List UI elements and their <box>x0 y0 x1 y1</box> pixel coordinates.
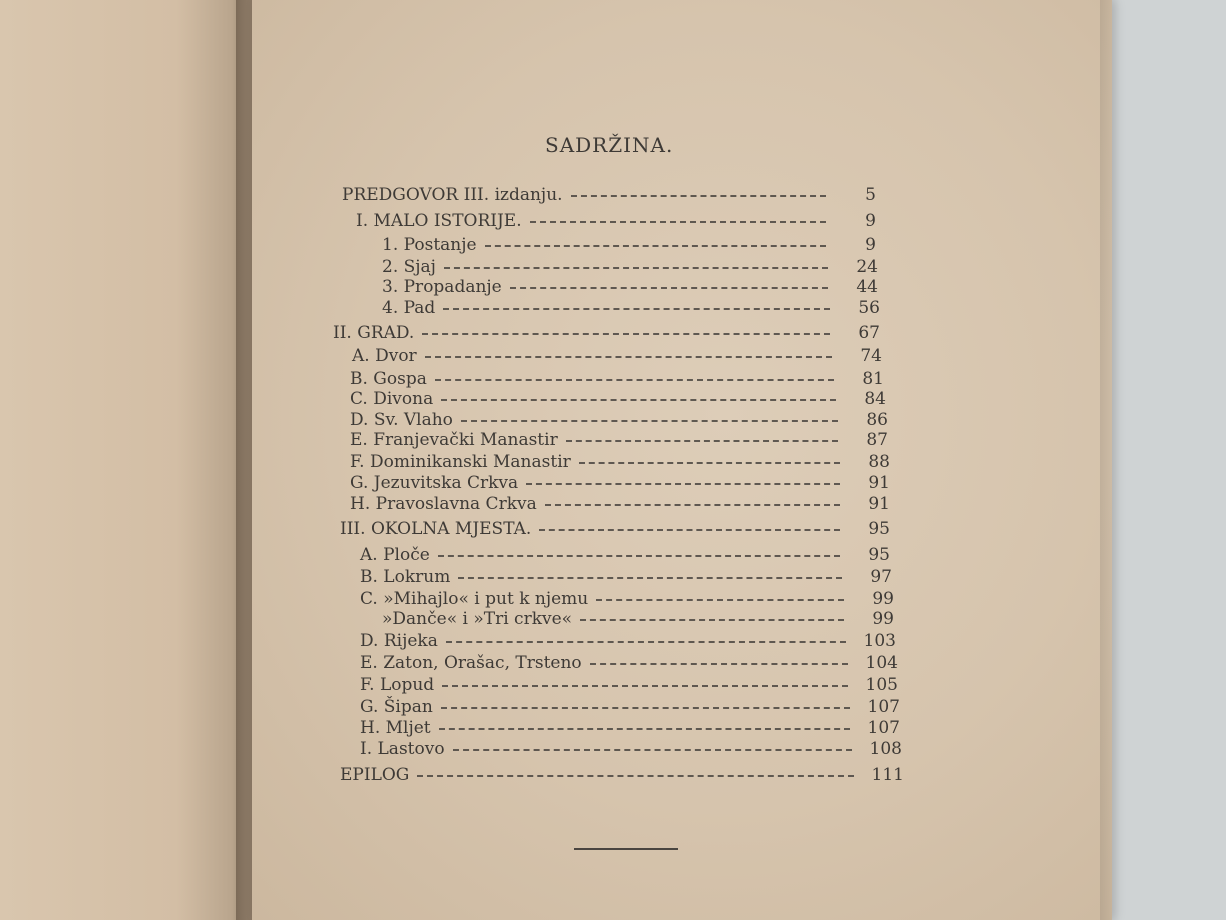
toc-row-pravoslavna <box>350 493 890 515</box>
toc-page-number: 111 <box>871 765 904 785</box>
toc-entry-text: H. Mljet <box>360 718 431 738</box>
toc-entry-text: D. Sv. Vlaho <box>350 410 453 430</box>
toc-entry-text: A. Dvor <box>352 346 417 366</box>
toc-row-ploce <box>360 544 890 566</box>
toc-page-number: 99 <box>872 609 894 629</box>
toc-page-number: 44 <box>856 277 878 297</box>
toc-row-sipan <box>360 696 900 718</box>
toc-entry-text: 1. Postanje <box>382 235 477 255</box>
toc-entry-text: F. Dominikanski Manastir <box>350 452 571 472</box>
toc-leader <box>417 775 854 777</box>
toc-row-lokrum <box>360 566 892 588</box>
toc-page-number: 108 <box>869 739 902 759</box>
toc-entry-text: B. Gospa <box>350 369 427 389</box>
toc-page-number: 91 <box>868 494 890 514</box>
toc-leader <box>439 728 850 730</box>
toc-entry-text: »Danče« i »Tri crkve« <box>382 609 573 629</box>
toc-page-number: 87 <box>866 430 888 450</box>
toc-leader <box>422 333 830 335</box>
toc-entry-text: I. MALO ISTORIJE. <box>356 211 522 231</box>
toc-leader <box>571 195 826 197</box>
toc-row-divona <box>350 388 886 410</box>
toc-row-okolna-mjesta <box>340 518 890 540</box>
toc-leader <box>580 619 844 621</box>
toc-leader <box>438 555 840 557</box>
toc-row-lastovo <box>360 738 902 760</box>
toc-leader <box>425 356 832 358</box>
toc-leader <box>545 504 840 506</box>
toc-page-number: 99 <box>872 589 894 609</box>
toc-row-lopud <box>360 674 898 696</box>
toc-page-number: 74 <box>860 346 882 366</box>
toc-page-number: 88 <box>868 452 890 472</box>
toc-row-propadanje <box>382 276 878 298</box>
toc-entry-text: G. Jezuvitska Crkva <box>350 473 519 493</box>
toc-row-rijeka <box>360 630 896 652</box>
toc-row-epilog <box>340 764 904 786</box>
toc-leader <box>539 529 840 531</box>
toc-row-predgovor <box>342 184 876 206</box>
toc-leader <box>458 577 842 579</box>
toc-row-grad <box>333 322 880 344</box>
toc-page-number: 91 <box>868 473 890 493</box>
toc-page-number: 95 <box>868 545 890 565</box>
toc-page-number: 84 <box>864 389 886 409</box>
toc-page-number: 67 <box>858 323 880 343</box>
toc-page-number: 56 <box>858 298 880 318</box>
toc-row-postanje <box>382 234 876 256</box>
toc-entry-text: 3. Propadanje <box>382 277 502 297</box>
toc-page-number: 5 <box>865 185 876 205</box>
toc-row-pad <box>382 297 880 319</box>
toc-entry-text: III. OKOLNA MJESTA. <box>340 519 532 539</box>
toc-entry-text: A. Ploče <box>360 545 430 565</box>
toc-entry-text: EPILOG <box>340 765 410 785</box>
toc-entry-text: F. Lopud <box>360 675 435 695</box>
toc-entry-text: C. Divona <box>350 389 434 409</box>
toc-leader <box>441 399 836 401</box>
toc-entry-text: G. Šipan <box>360 697 433 717</box>
toc-leader <box>596 599 844 601</box>
toc-leader <box>579 462 840 464</box>
toc-entry-text: B. Lokrum <box>360 567 451 587</box>
page-title: SADRŽINA. <box>545 133 674 157</box>
toc-leader <box>446 641 846 643</box>
toc-entry-text: C. »Mihajlo« i put k njemu <box>360 589 589 609</box>
toc-page-number: 9 <box>865 211 876 231</box>
toc-row-dominikanski <box>350 451 890 473</box>
toc-row-malo-istorije <box>356 210 876 232</box>
toc-leader <box>453 749 852 751</box>
toc-page-number: 95 <box>868 519 890 539</box>
toc-entry-text: E. Zaton, Orašac, Trsteno <box>360 653 582 673</box>
toc-page-number: 103 <box>863 631 896 651</box>
toc-entry-text: I. Lastovo <box>360 739 445 759</box>
toc-leader <box>590 663 848 665</box>
toc-page-number: 24 <box>856 257 878 277</box>
toc-row-sv-vlaho <box>350 409 888 431</box>
toc-row-mihajlo <box>360 588 894 610</box>
toc-row-gospa <box>350 368 884 390</box>
toc-row-sjaj <box>382 256 878 278</box>
toc-row-jezuvitska <box>350 472 890 494</box>
toc-row-mljet <box>360 717 900 739</box>
toc-leader <box>530 221 826 223</box>
toc-entry-text: 4. Pad <box>382 298 436 318</box>
toc-leader <box>485 245 826 247</box>
toc-leader <box>443 308 830 310</box>
toc-page-number: 105 <box>865 675 898 695</box>
toc-row-franjevacki <box>350 429 888 451</box>
toc-leader <box>461 420 838 422</box>
toc-entry-text: D. Rijeka <box>360 631 438 651</box>
toc-entry-text: H. Pravoslavna Crkva <box>350 494 537 514</box>
toc-leader <box>435 379 834 381</box>
toc-leader <box>441 707 850 709</box>
toc-leader <box>444 267 828 269</box>
toc-page-number: 107 <box>867 697 900 717</box>
toc-leader <box>510 287 828 289</box>
toc-row-zaton <box>360 652 898 674</box>
toc-entry-text: E. Franjevački Manastir <box>350 430 558 450</box>
toc-row-dance <box>382 608 894 630</box>
toc-page-number: 9 <box>865 235 876 255</box>
toc-page-number: 97 <box>870 567 892 587</box>
toc-entry-text: II. GRAD. <box>333 323 415 343</box>
toc-leader <box>442 685 848 687</box>
toc-page-number: 107 <box>867 718 900 738</box>
toc-page-number: 104 <box>865 653 898 673</box>
toc-page-number: 86 <box>866 410 888 430</box>
toc-leader <box>526 483 840 485</box>
closing-rule <box>574 848 678 850</box>
toc-entry-text: PREDGOVOR III. izdanju. <box>342 185 563 205</box>
toc-entry-text: 2. Sjaj <box>382 257 436 277</box>
toc-row-dvor <box>352 345 882 367</box>
toc-leader <box>566 440 838 442</box>
toc-page-number: 81 <box>862 369 884 389</box>
